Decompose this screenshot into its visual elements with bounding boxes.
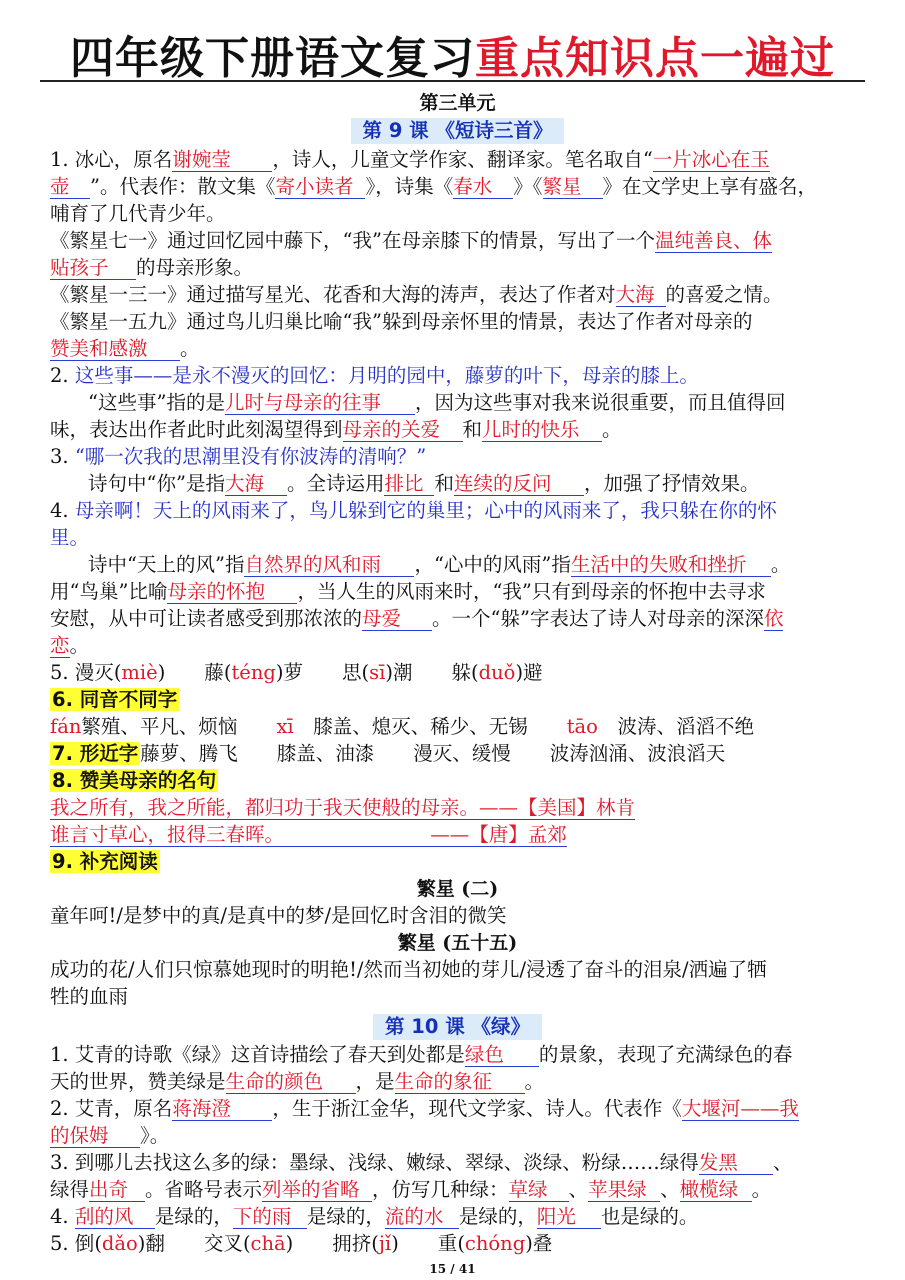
page-number: 15 / 41 <box>429 1262 476 1276</box>
text-line: 贴孩子 的母亲形象。 <box>50 256 254 279</box>
text-line: 《繁星七一》通过回忆园中藤下，“我”在母亲膝下的情景，写出了一个温纯善良、体 <box>50 229 772 252</box>
text-line: 1. 艾青的诗歌《绿》这首诗描绘了春天到处都是绿色 的景象，表现了充满绿色的春 <box>50 1043 793 1066</box>
text-line: 的保姆 》。 <box>50 1124 170 1147</box>
text-line: 安慰，从中可让读者感受到那浓浓的母爱 。一个“躲”字表达了诗人对母亲的深深依 <box>50 607 784 630</box>
text-line: 哺育了几代青少年。 <box>50 202 226 225</box>
text-line: 童年呵!/是梦中的真/是真中的梦/是回忆时含泪的微笑 <box>50 904 507 927</box>
text-line: 恋。 <box>50 634 90 657</box>
text-line: 天的世界，赞美绿是生命的颜色 ，是生命的象征 。 <box>50 1070 545 1093</box>
text-line: 4. 刮的风 是绿的，下的雨 是绿的，流的水 是绿的，阳光 也是绿的。 <box>50 1205 699 1228</box>
text-line: 诗句中“你”是指大海 。全诗运用排比 和连续的反问 ，加强了抒情效果。 <box>88 472 760 495</box>
text-line: 牲的血雨 <box>50 985 129 1008</box>
text-line: 3. 到哪儿去找这么多的绿：墨绿、浅绿、嫩绿、翠绿、淡绿、粉绿……绿得发黑 、 <box>50 1151 793 1174</box>
unit-heading: 第三单元 <box>419 92 496 114</box>
page-title <box>0 22 905 86</box>
lesson9-title: 第 9 课 《短诗三首》 <box>351 118 565 144</box>
text-line: 成功的花/人们只惊慕她现时的明艳!/然而当初她的芽儿/浸透了奋斗的泪泉/洒遍了牺 <box>50 958 767 981</box>
text-line: 3. “哪一次我的思潮里没有你波涛的清响？” <box>50 445 427 468</box>
text-line: 壶 ”。代表作：散文集《寄小读者 》，诗集《春水 》《繁星 》在文学史上享有盛名， <box>50 175 818 198</box>
lesson10-heading <box>50 1014 865 1040</box>
text-line: 7. 形近字 藤萝、腾飞 膝盖、油漆 漫灭、缓慢 波涛汹涌、波浪滔天 <box>52 742 726 765</box>
quote-line: 我之所有，我之所能，都归功于我天使般的母亲。——【美国】林肯 <box>50 796 636 819</box>
quote-line: 谁言寸草心，报得三春晖。 ——【唐】孟郊 <box>50 823 567 846</box>
text-line: fán繁殖、平凡、烦恼 xī 膝盖、熄灭、稀少、无锡 tāo 波涛、滔滔不绝 <box>50 715 754 738</box>
lesson10-title: 第 10 课 《绿》 <box>373 1014 542 1040</box>
poem-title: 繁星 (二) <box>416 878 499 900</box>
title-red: 重点知识点一遍过 <box>475 33 835 84</box>
title-black: 四年级下册语文复习 <box>70 33 475 84</box>
section-heading: 6. 同音不同字 <box>52 688 178 711</box>
text-line: 赞美和感激 。 <box>50 337 200 360</box>
pinyin-line: 5. 倒(dǎo)翻 交叉(chā) 拥挤(jǐ) 重(chóng)叠 <box>50 1232 553 1255</box>
text-line: 2. 这些事——是永不漫灭的回忆：月明的园中，藤萝的叶下，母亲的膝上。 <box>50 364 699 387</box>
title-rule <box>40 80 865 82</box>
text-line: 绿得出奇 。省略号表示列举的省略 ，仿写几种绿：草绿 、苹果绿 、橄榄绿 。 <box>50 1178 772 1201</box>
text-line: “这些事”指的是儿时与母亲的往事 ，因为这些事对我来说很重要，而且值得回 <box>88 391 786 414</box>
text-line: 《繁星一三一》通过描写星光、花香和大海的涛声，表达了作者对大海 的喜爱之情。 <box>50 283 783 306</box>
text-line: 4. 母亲啊！天上的风雨来了，鸟儿躲到它的巢里；心中的风雨来了，我只躲在你的怀 <box>50 499 777 522</box>
section-heading: 9. 补充阅读 <box>52 850 158 873</box>
text-line: 用“鸟巢”比喻母亲的怀抱 ，当人生的风雨来时，“我”只有到母亲的怀抱中去寻求 <box>50 580 766 603</box>
section-heading: 8. 赞美母亲的名句 <box>52 769 217 792</box>
text-line: 里。 <box>50 526 90 549</box>
text-line: 1. 冰心，原名谢婉莹 ，诗人，儿童文学作家、翻译家。笔名取自“一片冰心在玉 <box>50 148 770 171</box>
text-line: 诗中“天上的风”指自然界的风和雨 ，“心中的风雨”指生活中的失败和挫折 。 <box>88 553 791 576</box>
poem-title: 繁星 (五十五) <box>397 932 518 954</box>
text-line: 味，表达出作者此时此刻渴望得到母亲的关爱 和儿时的快乐 。 <box>50 418 622 441</box>
text-line: 2. 艾青，原名蒋海澄 ，生于浙江金华，现代文学家、诗人。代表作《大堰河——我 <box>50 1097 799 1120</box>
pinyin-line: 5. 漫灭(miè) 藤(téng)萝 思(sī)潮 躲(duǒ)避 <box>50 661 543 684</box>
lesson9-heading <box>50 118 865 144</box>
text-line: 《繁星一五九》通过鸟儿归巢比喻“我”躲到母亲怀里的情景，表达了作者对母亲的 <box>50 310 753 333</box>
